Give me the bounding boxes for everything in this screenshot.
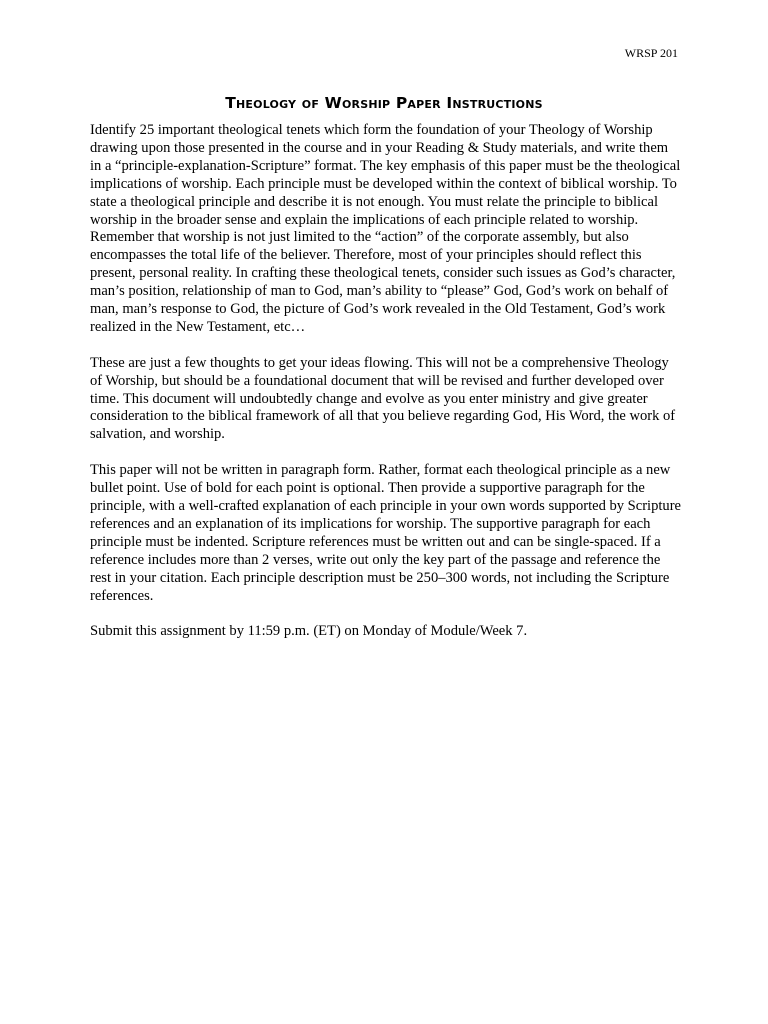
document-body [90,122,681,659]
paragraph-instructions: Identify 25 important theological tenets which form the foundation of your Theology of Worship drawing upon those presented in the course and in your Reading & Study materials, and write them in a “principle-explanation-Scripture” format. The key emphasis of this paper must be the theological implications of worship. Each principle must be developed within the context of biblical worship. To state a theological principle and describe it is not enough. You must relate the principle to biblical worship in the broader sense and explain the implications of each principle related to worship. Remember that worship is not just limited to the “action” of the corporate assembly, but also encompasses the total life of the believer. Therefore, most of your principles should reflect this present, personal reality. In crafting these theological tenets, consider such issues as God’s character, man’s position, relationship of man to God, man’s ability to “please” God, God’s work on behalf of man, man’s response to God, the picture of God’s work revealed in the Old Testament, God’s work realized in the New Testament, etc… [90,122,681,335]
paragraph-format: This paper will not be written in paragraph form. Rather, format each theological principle as a new bullet point. Use of bold for each point is optional. Then provide a supportive paragraph for the principle, with a well-crafted explanation of each principle in your own words supported by Scripture references and an explanation of its implications for worship. The supportive paragraph for each principle must be indented. Scripture references must be written out and can be single-spaced. If a reference includes more than 2 verses, write out only the key part of the passage and reference the rest in your citation. Each principle description must be 250–300 words, not including the Scripture references. [90,462,681,604]
page-title: Theology of Worship Paper Instructions [225,94,543,112]
course-code: WRSP 201 [624,46,678,60]
paragraph-submission: Submit this assignment by 11:59 p.m. (ET) on Monday of Module/Week 7. [90,623,528,640]
paragraph-thoughts: These are just a few thoughts to get your ideas flowing. This will not be a comprehensive Theology of Worship, but should be a foundational document that will be revised and further developed over time. This document will undoubtedly change and evolve as you enter ministry and give greater consideration to the biblical framework of all that you believe regarding God, His Word, the work of salvation, and worship. [90,354,676,443]
